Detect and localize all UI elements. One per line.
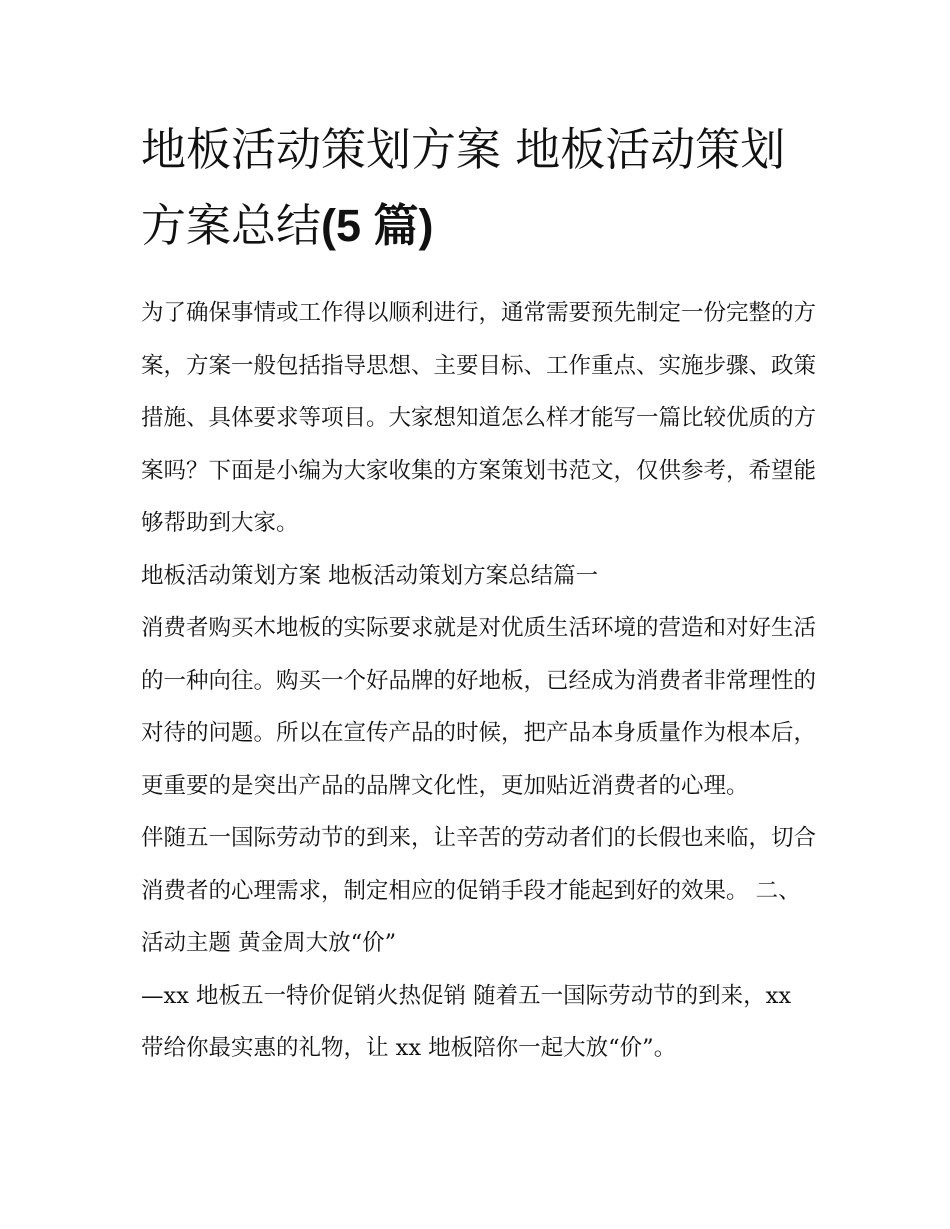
document-title-suffix: (5 篇) (321, 200, 434, 251)
title-spacing (141, 264, 816, 287)
paragraph-holiday-theme: 伴随五一国际劳动节的到来，让辛苦的劳动者们的长假也来临，切合消费者的心理需求，制定相应的促销手段才能起到好的效果。 二、活动主题 黄金周大放“价” (141, 825, 817, 956)
document-body (141, 112, 816, 1075)
paragraph-intro: 为了确保事情或工作得以顺利进行，通常需要预先制定一份完整的方案，方案一般包括指导思想、主要目标、工作重点、实施步骤、政策措施、具体要求等项目。大家想知道怎么样才能写一篇比较优质的方案吗？下面是小编为大家收集的方案策划书范文，仅供参考，希望能够帮助到大家。 (141, 300, 817, 536)
paragraph-promotion: —xx 地板五一特价促销火热促销 随着五一国际劳动节的到来，xx 带给你最实惠的礼物，让 xx 地板陪你一起大放“价”。 (141, 982, 792, 1061)
document-title (141, 112, 816, 264)
section-heading-part-one: 地板活动策划方案 地板活动策划方案总结篇一 (141, 562, 599, 589)
paragraph-consumer-needs: 消费者购买木地板的实际要求就是对优质生活环境的营造和对好生活的一种向往。购买一个好品牌的好地板，已经成为消费者非常理性的对待的问题。所以在宣传产品的时候，把产品本身质量作为根本后，更重要的是突出产品的品牌文化性，更加贴近消费者的心理。 (141, 615, 817, 799)
document-title-main: 地板活动策划方案 地板活动策划方案总结 (141, 123, 786, 252)
